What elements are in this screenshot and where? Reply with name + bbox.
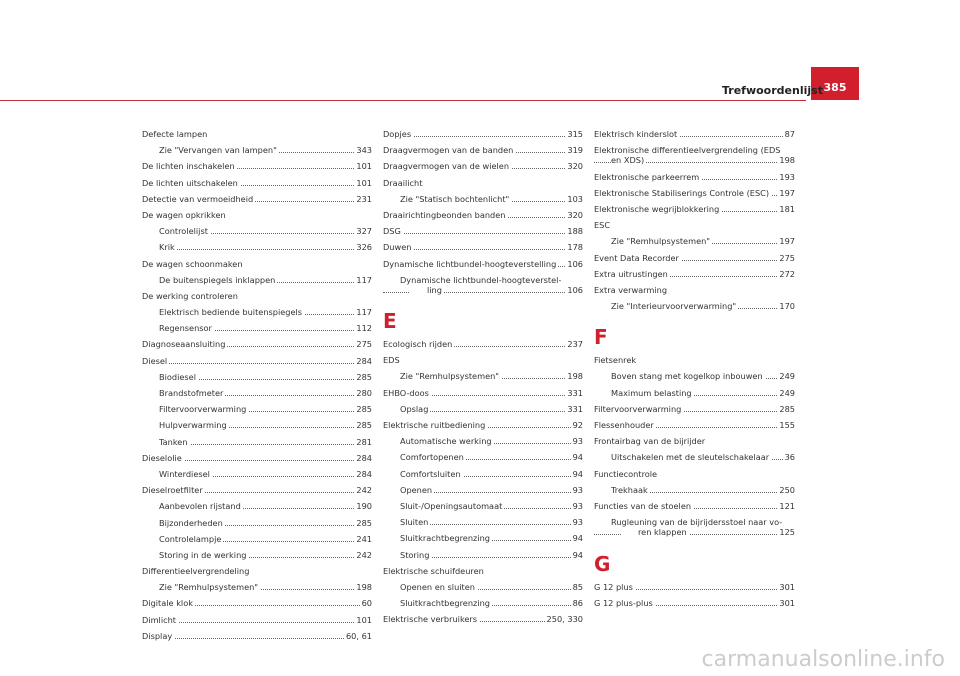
page-reference[interactable]: 241 [356,533,372,544]
index-subentry [383,531,583,547]
index-term: Diagnoseaansluiting [142,339,226,350]
page-reference[interactable]: 249 [779,387,795,398]
index-term: Aanbevolen rijstand [142,501,243,511]
page-reference[interactable]: 284 [356,452,372,463]
page-reference[interactable]: 327 [356,226,372,237]
page-reference[interactable]: 121 [779,500,795,511]
index-entry [383,386,583,402]
index-term: Draairichtingbeonden banden [383,209,506,220]
index-subentry [383,273,583,299]
index-subentry [142,370,372,386]
page-reference[interactable]: 85 [572,581,583,592]
index-subentry [142,418,372,434]
page-reference[interactable]: 106 [567,284,583,295]
page-reference[interactable]: 285 [356,404,372,415]
page-reference[interactable]: 93 [572,436,583,447]
index-subentry [142,240,372,256]
page-title: Trefwoordenlijst [722,84,823,97]
index-heading [142,127,372,143]
page-reference[interactable]: 285 [779,403,795,414]
index-entry [594,580,795,596]
index-term: Elektrische verbruikers [383,614,478,625]
index-term: Trekhaak [594,485,650,495]
page-reference[interactable]: 301 [779,581,795,592]
index-term: DSG [383,226,401,237]
index-subentry [383,192,583,208]
index-term: Functiecontrole [594,468,658,479]
index-term: De buitenspiegels inklappen [142,275,277,285]
index-term: ESC [594,220,611,231]
index-subentry [142,305,372,321]
index-subentry [142,321,372,337]
index-term: Draagvermogen van de wielen [383,161,510,172]
index-subentry [383,483,583,499]
index-heading [142,289,372,305]
index-heading [142,208,372,224]
index-entry [594,143,795,169]
index-term: Elektronische wegrijblokkering [594,203,720,214]
dot-leader [383,233,583,234]
index-subentry [142,516,372,532]
index-term: Dynamische lichtbundel-hoogteverstel- [383,275,563,285]
index-heading [594,218,795,234]
index-term: Frontairbag van de bijrijder [594,436,706,447]
index-heading [383,176,583,192]
index-subentry [383,580,583,596]
index-column-3 [594,127,795,612]
index-term: Digitale klok [142,598,193,609]
index-subentry [142,224,372,240]
index-heading [383,353,583,369]
page-reference[interactable]: 331 [567,387,583,398]
page-reference[interactable]: 103 [567,193,583,204]
page-reference[interactable]: 272 [779,268,795,279]
index-term: EDS [383,355,400,366]
index-term: Elektronische differentieelvergrendeling (EDS [594,145,781,156]
index-subentry [142,435,372,451]
index-heading [594,434,795,450]
index-entry [383,127,583,143]
index-term: Elektronische Stabiliserings Controle (ESC) [594,187,770,198]
section-letter: G [594,551,611,576]
index-heading [142,564,372,580]
index-term: Detectie van vermoeidheid [142,193,254,204]
index-term: Controlelijst [142,226,210,236]
page-reference[interactable]: 197 [779,187,795,198]
dot-leader [142,638,372,639]
index-subentry [142,386,372,402]
page-reference[interactable]: 94 [572,452,583,463]
index-term: Openen en sluiten [383,582,477,592]
index-entry [383,257,583,273]
index-term: EHBO-doos [383,387,429,398]
page-reference[interactable]: 198 [356,582,372,593]
index-term: Automatische werking [383,436,494,446]
index-term: Opslag [383,404,430,414]
section-letter: F [594,325,608,350]
page-reference[interactable]: 198 [567,371,583,382]
index-term-continuation: en XDS) [611,155,645,166]
index-term: Maximum belasting [594,388,694,398]
watermark: carmanualsonline.info [701,647,945,672]
page-reference[interactable]: 275 [779,252,795,263]
index-subentry [383,402,583,418]
page-reference[interactable]: 249 [779,371,795,382]
index-term: Extra verwarming [594,284,668,295]
index-entry [383,159,583,175]
index-term: Dieselolie [142,452,182,463]
index-term: Filtervoorverwarming [142,404,248,414]
index-subentry [383,434,583,450]
index-term: Diesel [142,355,168,366]
index-entry [142,159,372,175]
page-reference[interactable]: 155 [779,420,795,431]
page-reference[interactable]: 60 [361,598,372,609]
index-term: Rugleuning van de bijrijdersstoel naar vo- [594,517,784,527]
index-term: Dieselroetfilter [142,485,203,496]
index-term: Extra uitrustingen [594,268,668,279]
page-reference[interactable]: 320 [567,209,583,220]
index-term: Elektrisch kinderslot [594,129,678,139]
index-term: Comfortsluiten [383,469,463,479]
index-subentry [383,548,583,564]
page-reference[interactable]: 285 [356,517,372,528]
index-term: Functies van de stoelen [594,500,692,511]
index-term: Sluit-/Openingsautomaat [383,501,504,511]
index-term: Uitschakelen met de sleutelschakelaar [594,452,771,462]
index-term: Winterdiesel [142,469,212,479]
page-reference[interactable]: 242 [356,485,372,496]
page-reference[interactable]: 285 [356,371,372,382]
index-entry [594,202,795,218]
page-reference[interactable]: 117 [356,274,372,285]
index-entry [142,192,372,208]
index-entry [594,418,795,434]
index-term: Zie "Interieurvoorverwarming" [594,301,738,311]
index-term: Zie "Remhulpsystemen" [594,236,712,246]
index-subentry [383,369,583,385]
page-reference[interactable]: 284 [356,355,372,366]
index-entry [383,240,583,256]
index-entry [594,402,795,418]
index-term-continuation: ling [410,285,444,295]
page-reference[interactable]: 190 [356,501,372,512]
index-term: Biodiesel [142,372,198,382]
page-reference[interactable]: 181 [779,203,795,214]
index-term: Brandstofmeter [142,388,225,398]
index-entry [142,354,372,370]
index-entry [383,143,583,159]
page-reference[interactable]: 94 [572,468,583,479]
index-subentry [142,402,372,418]
index-subentry [142,467,372,483]
page-reference[interactable]: 106 [567,258,583,269]
index-heading [594,283,795,299]
page-reference[interactable]: 198 [779,155,795,166]
index-term: Zie "Statisch bochtenlicht" [383,194,511,204]
index-entry [142,483,372,499]
index-entry [142,451,372,467]
index-term: Openen [383,485,434,495]
index-subentry [594,483,795,499]
index-term: Elektronische parkeerrem [594,171,700,182]
index-entry [594,499,795,515]
page-reference[interactable]: 92 [572,420,583,431]
index-subentry [142,580,372,596]
page-reference[interactable]: 101 [356,177,372,188]
page-reference[interactable]: 250, 330 [546,614,583,625]
index-column-2 [383,127,583,628]
index-subentry [383,499,583,515]
index-term: De lichten uitschakelen [142,177,238,188]
index-entry [594,596,795,612]
index-term: Draailicht [383,177,423,188]
index-term: Comfortopenen [383,452,466,462]
page-reference[interactable]: 93 [572,484,583,495]
index-subentry [142,143,372,159]
index-entry [594,267,795,283]
index-entry [142,337,372,353]
dot-leader [383,249,583,250]
index-term: Sluitkrachtbegrenzing [383,533,492,543]
page-reference[interactable]: 117 [356,307,372,318]
index-entry [594,251,795,267]
index-subentry [594,450,795,466]
index-term: Regensensor [142,323,214,333]
index-term: Fietsenrek [594,355,637,366]
index-entry [383,612,583,628]
page-reference[interactable]: 281 [356,436,372,447]
index-term: Display [142,630,173,641]
index-subentry [383,515,583,531]
index-heading [142,257,372,273]
index-term: Zie "Remhulpsystemen" [383,371,501,381]
index-term: Zie "Vervangen van lampen" [142,145,279,155]
index-subentry [383,450,583,466]
page-reference[interactable]: 178 [567,242,583,253]
index-subentry [594,386,795,402]
page-reference[interactable]: 319 [567,145,583,156]
page-reference[interactable]: 237 [567,339,583,350]
page-reference[interactable]: 188 [567,226,583,237]
index-term: De wagen opkrikken [142,209,226,220]
page-reference[interactable]: 60, 61 [345,630,372,641]
index-entry [594,186,795,202]
page-reference[interactable]: 125 [779,527,795,538]
index-entry [142,596,372,612]
page-reference[interactable]: 87 [784,129,795,139]
page-reference[interactable]: 280 [356,388,372,398]
index-entry [383,418,583,434]
index-term: Flessenhouder [594,420,654,431]
page-reference[interactable]: 231 [356,193,372,204]
index-term: De lichten inschakelen [142,161,235,172]
index-term: Hulpverwarming [142,420,229,430]
section-letter: E [383,309,397,334]
page-reference[interactable]: 285 [356,420,372,431]
index-term: Elektrische ruitbediening [383,420,486,431]
index-entry [142,176,372,192]
index-term: Controlelampje [142,534,223,544]
index-subentry [383,467,583,483]
index-term: De wagen schoonmaken [142,258,243,269]
index-term: Storing in de werking [142,550,248,560]
index-term: Defecte lampen [142,129,208,139]
index-term: Boven stang met kogelkop inbouwen [594,371,765,381]
page-reference[interactable]: 343 [356,145,372,156]
index-subentry [594,299,795,315]
index-subentry [594,234,795,250]
page-reference[interactable]: 275 [356,339,372,350]
index-term: Elektrische schuifdeuren [383,565,484,576]
index-term: Elektrisch bediende buitenspiegels [142,307,304,317]
index-subentry [383,596,583,612]
header-rule [0,100,806,101]
index-term: De werking controleren [142,290,238,301]
index-term-continuation: ren klappen [621,527,689,537]
page-reference[interactable]: 331 [567,403,583,414]
index-term: Dynamische lichtbundel-hoogteverstelling [383,258,557,269]
index-heading [594,467,795,483]
index-term: G 12 plus-plus [594,597,653,608]
index-entry [594,170,795,186]
index-entry [142,613,372,629]
index-term: Filtervoorverwarming [594,403,682,414]
page-reference[interactable]: 320 [567,161,583,172]
page-reference[interactable]: 93 [572,500,583,511]
page-reference[interactable]: 301 [779,597,795,608]
index-term: Duwen [383,242,412,253]
index-term: Differentieelvergrendeling [142,566,250,577]
index-term: Sluiten [383,517,430,527]
page-reference[interactable]: 193 [779,171,795,182]
page-reference[interactable]: 94 [572,533,583,544]
page-reference[interactable]: 242 [356,549,372,560]
page-reference[interactable]: 170 [779,301,795,312]
index-subentry [142,532,372,548]
page-reference[interactable]: 101 [356,614,372,625]
index-subentry [142,273,372,289]
index-term: Draagvermogen van de banden [383,145,514,156]
page-reference[interactable]: 112 [356,323,372,334]
index-entry [383,337,583,353]
dot-leader [383,136,583,137]
page-reference[interactable]: 93 [572,517,583,528]
index-term: Storing [383,550,431,560]
index-term: G 12 plus [594,581,633,592]
page-reference[interactable]: 86 [572,598,583,609]
index-entry [383,224,583,240]
index-term: Tanken [142,437,190,447]
page-reference[interactable]: 326 [356,242,372,253]
index-entry [594,127,795,143]
page-reference[interactable]: 284 [356,468,372,479]
page-number: 385 [823,81,847,94]
page-reference[interactable]: 94 [572,549,583,560]
page-reference[interactable]: 250 [779,484,795,495]
index-term: Krik [142,242,177,252]
index-entry [383,208,583,224]
page-reference[interactable]: 101 [356,161,372,172]
index-entry [142,629,372,645]
dot-leader [142,363,372,364]
index-term: Event Data Recorder [594,252,679,263]
index-subentry [142,548,372,564]
index-term: Dopjes [383,129,412,139]
index-subentry [142,499,372,515]
index-term: Dimlicht [142,614,177,625]
index-subentry [594,369,795,385]
index-subentry [594,515,795,541]
index-heading [383,564,583,580]
index-column-1 [142,127,372,645]
index-term: Bijzonderheden [142,518,225,528]
page-reference[interactable]: 315 [567,129,583,139]
page-reference[interactable]: 36 [784,452,795,463]
index-term: Sluitkrachtbegrenzing [383,598,492,608]
index-heading [594,353,795,369]
page-reference[interactable]: 197 [779,236,795,247]
index-term: Ecologisch rijden [383,339,453,350]
index-term: Zie "Remhulpsystemen" [142,582,260,592]
